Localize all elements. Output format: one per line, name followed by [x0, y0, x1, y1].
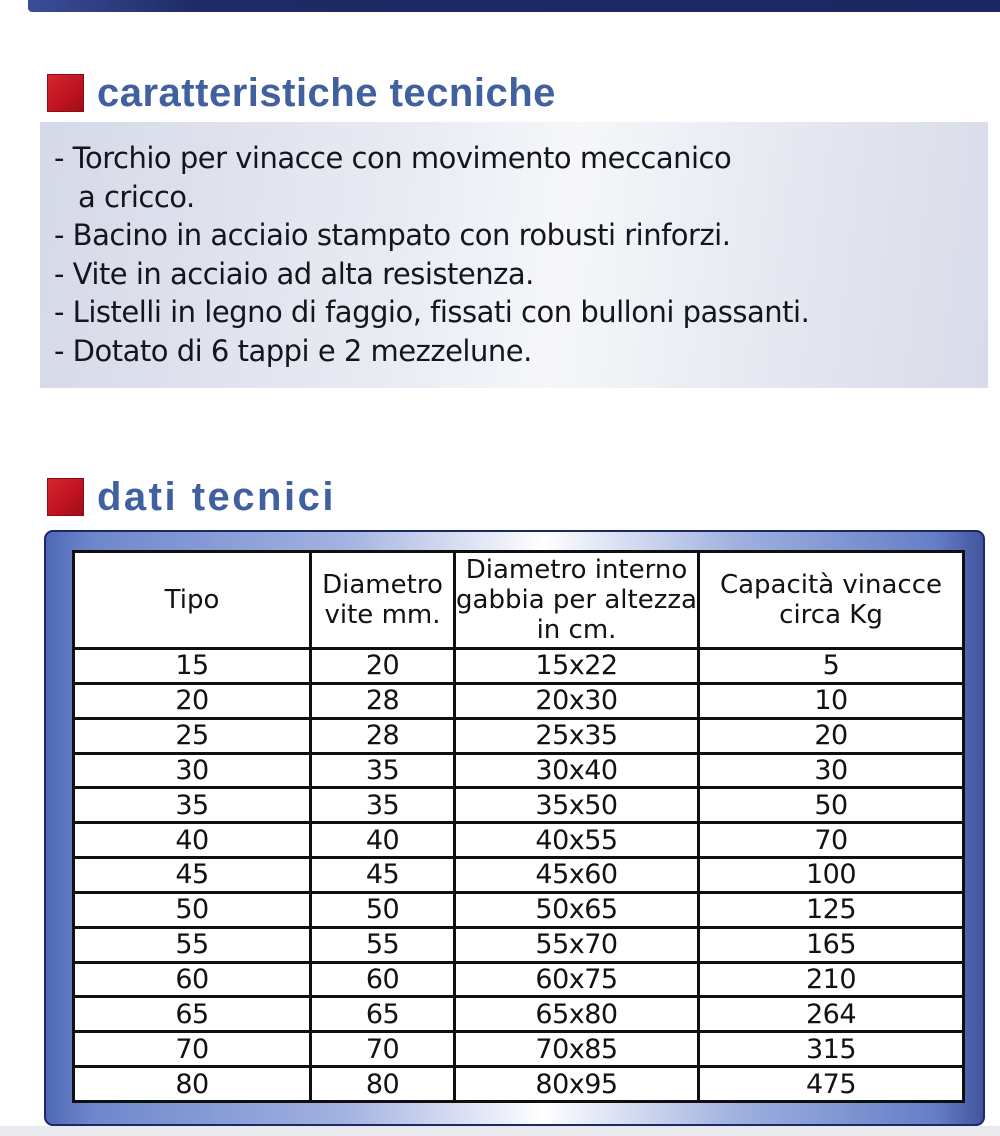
- table-row: [74, 927, 964, 962]
- list-item: - Dotato di 6 tappi e 2 mezzelune.: [54, 333, 532, 368]
- table-cell: 80: [74, 1067, 311, 1102]
- table-cell: 20: [74, 683, 311, 718]
- bottom-page-strip: [0, 1126, 1000, 1136]
- table-cell: 15x22: [455, 649, 699, 684]
- table-body: [74, 649, 964, 1102]
- table-cell: 20: [699, 718, 964, 753]
- table-cell: 40x55: [455, 823, 699, 858]
- table-cell: 25x35: [455, 718, 699, 753]
- table-row: [74, 788, 964, 823]
- section-title-caratteristiche: caratteristiche tecniche: [97, 71, 556, 115]
- table-cell: 15: [74, 649, 311, 684]
- table-cell: 25: [74, 718, 311, 753]
- table-cell: 60x75: [455, 962, 699, 997]
- list-item: - Listelli in legno di faggio, fissati con bulloni passanti.: [54, 295, 810, 329]
- table-cell: 40: [311, 823, 455, 858]
- table-cell: 20x30: [455, 683, 699, 718]
- table-cell: 70x85: [455, 1032, 699, 1067]
- section-heading-dati-tecnici: [47, 475, 336, 519]
- table-cell: 35: [311, 788, 455, 823]
- table-cell: 80: [311, 1067, 455, 1102]
- table-cell: 70: [74, 1032, 311, 1067]
- table-cell: 65: [311, 997, 455, 1032]
- table-cell: 165: [699, 927, 964, 962]
- table-cell: 55x70: [455, 927, 699, 962]
- table-cell: 45: [311, 858, 455, 893]
- table-cell: 80x95: [455, 1067, 699, 1102]
- top-decorative-bar: [28, 0, 1000, 12]
- characteristics-list: [54, 139, 982, 370]
- table-cell: 40: [74, 823, 311, 858]
- table-cell: 50: [74, 892, 311, 927]
- list-item: - Torchio per vinacce con movimento meccanico a cricco.: [54, 141, 732, 214]
- table-cell: 45x60: [455, 858, 699, 893]
- table-cell: 315: [699, 1032, 964, 1067]
- red-square-bullet-icon: [47, 478, 84, 516]
- table-cell: 35: [311, 753, 455, 788]
- section-heading-caratteristiche: [47, 71, 556, 115]
- list-item: - Bacino in acciaio stampato con robusti rinforzi.: [54, 218, 731, 252]
- table-row: [74, 1032, 964, 1067]
- table-row: [74, 858, 964, 893]
- section-title-dati-tecnici: dati tecnici: [97, 475, 336, 519]
- table-row: [74, 683, 964, 718]
- table-row: [74, 753, 964, 788]
- table-cell: 28: [311, 718, 455, 753]
- table-cell: 28: [311, 683, 455, 718]
- table-cell: 35x50: [455, 788, 699, 823]
- table-cell: 50x65: [455, 892, 699, 927]
- column-header: Capacità vinacce circa Kg: [699, 552, 964, 649]
- table-cell: 70: [699, 823, 964, 858]
- table-cell: 125: [699, 892, 964, 927]
- table-cell: 50: [699, 788, 964, 823]
- table-header: [74, 552, 964, 649]
- table-cell: 30x40: [455, 753, 699, 788]
- column-header: Tipo: [74, 552, 311, 649]
- table-cell: 45: [74, 858, 311, 893]
- table-cell: 65: [74, 997, 311, 1032]
- table-row: [74, 649, 964, 684]
- table-cell: 5: [699, 649, 964, 684]
- table-row: [74, 823, 964, 858]
- table-cell: 475: [699, 1067, 964, 1102]
- table-cell: 65x80: [455, 997, 699, 1032]
- characteristics-box: [40, 122, 988, 388]
- table-cell: 210: [699, 962, 964, 997]
- table-cell: 60: [311, 962, 455, 997]
- table-cell: 55: [311, 927, 455, 962]
- table-row: [74, 962, 964, 997]
- table-header-row: [74, 552, 964, 649]
- table-row: [74, 1067, 964, 1102]
- table-row: [74, 892, 964, 927]
- table-cell: 100: [699, 858, 964, 893]
- table-cell: 50: [311, 892, 455, 927]
- table-cell: 30: [74, 753, 311, 788]
- red-square-bullet-icon: [47, 74, 84, 112]
- table-row: [74, 997, 964, 1032]
- table-cell: 55: [74, 927, 311, 962]
- table-cell: 20: [311, 649, 455, 684]
- table-cell: 70: [311, 1032, 455, 1067]
- table-cell: 35: [74, 788, 311, 823]
- technical-data-table: [72, 550, 965, 1103]
- list-item: - Vite in acciaio ad alta resistenza.: [54, 256, 534, 291]
- table-cell: 264: [699, 997, 964, 1032]
- column-header: Diametro vite mm.: [311, 552, 455, 649]
- table-cell: 10: [699, 683, 964, 718]
- table-cell: 30: [699, 753, 964, 788]
- table-row: [74, 718, 964, 753]
- technical-data-table-frame: [44, 530, 985, 1126]
- column-header: Diametro interno gabbia per altezza in cm.: [455, 552, 699, 649]
- table-cell: 60: [74, 962, 311, 997]
